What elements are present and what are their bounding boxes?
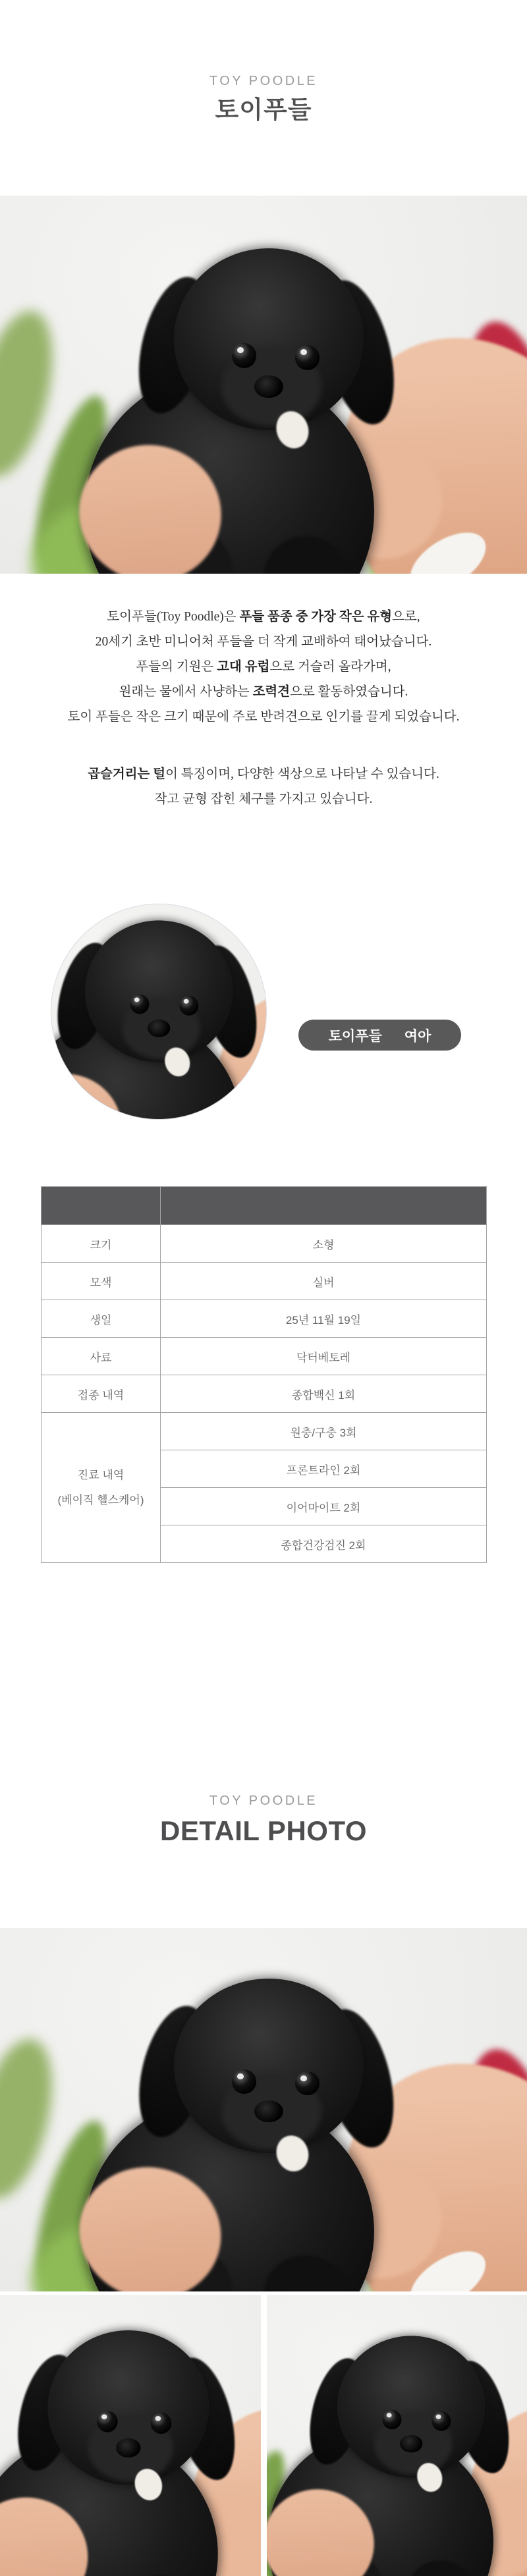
table-row	[42, 1300, 487, 1338]
row-value: 원충/구충 3회	[161, 1413, 487, 1450]
row-value: 실버	[161, 1263, 487, 1300]
breed-intro-paragraph	[0, 605, 527, 730]
puppy-left-eye	[130, 995, 150, 1014]
row-value: 종합백신 1회	[161, 1375, 487, 1413]
puppy-nose	[148, 1020, 170, 1037]
intro-line: 토이 푸들은 작은 크기 때문에 주로 반려견으로 인기를 끌게 되었습니다.	[0, 705, 527, 730]
photo-frame	[0, 196, 527, 574]
puppy-left-eye	[97, 2411, 117, 2432]
photo-frame	[0, 2295, 261, 2576]
row-value: 25년 11월 19일	[161, 1300, 487, 1338]
intro-line: 원래는 물에서 사냥하는 조력견으로 활동하였습니다.	[0, 680, 527, 705]
intro-line: 20세기 초반 미니어처 푸들을 더 작게 교배하여 태어났습니다.	[0, 630, 527, 655]
puppy-profile-row	[0, 904, 527, 1121]
row-label: 접종 내역	[42, 1375, 161, 1413]
detail-section-header	[0, 1563, 527, 1848]
detail-photo-right	[267, 2295, 527, 2576]
puppy-right-eye	[151, 2413, 171, 2434]
traits-line: 작고 균형 잡힌 체구를 가지고 있습니다.	[0, 787, 527, 812]
breed-title: 토이푸들	[0, 95, 527, 125]
puppy-right-eye	[295, 345, 319, 370]
puppy-left-eye	[232, 343, 256, 368]
row-value: 소형	[161, 1225, 487, 1263]
breed-eyebrow-text: TOY POODLE	[0, 72, 527, 90]
row-label: 모색	[42, 1263, 161, 1300]
row-label: 생일	[42, 1300, 161, 1338]
table-row	[42, 1263, 487, 1300]
detail-title: DETAIL PHOTO	[0, 1815, 527, 1848]
puppy-photo-scene	[0, 2295, 261, 2576]
breed-section-header	[0, 0, 527, 125]
puppy-photo-scene	[267, 2295, 527, 2576]
intro-line: 토이푸들(Toy Poodle)은 푸들 품종 중 가장 작은 유형으로,	[0, 605, 527, 630]
puppy-right-eye	[431, 2411, 451, 2431]
table-row	[42, 1375, 487, 1413]
puppy-nose	[254, 375, 283, 398]
detail-puppy-photo	[0, 1928, 527, 2291]
row-label: 사료	[42, 1338, 161, 1375]
puppy-right-eye	[179, 996, 198, 1016]
puppy-left-eye	[382, 2410, 401, 2430]
row-value: 닥터베토레	[161, 1338, 487, 1375]
table-header-cell	[161, 1187, 487, 1225]
puppy-photo-scene	[0, 196, 527, 574]
detail-eyebrow-text: TOY POODLE	[0, 1792, 527, 1809]
table-row	[42, 1225, 487, 1263]
table-row	[42, 1338, 487, 1375]
puppy-profile-photo	[51, 904, 267, 1120]
traits-line: 곱슬거리는 털이 특징이며, 다양한 색상으로 나타날 수 있습니다.	[0, 762, 527, 787]
care-row-label: 진료 내역 (베이직 헬스케어)	[42, 1413, 161, 1563]
puppy-nose	[400, 2435, 422, 2453]
puppy-nose	[254, 2100, 283, 2122]
row-label: 크기	[42, 1225, 161, 1263]
row-value: 종합건강검진 2회	[161, 1525, 487, 1563]
badge-sex-label: 여아	[404, 1026, 431, 1045]
badge-breed-label: 토이푸들	[329, 1026, 382, 1045]
breed-traits-paragraph	[0, 762, 527, 812]
puppy-photo-scene	[0, 1928, 527, 2291]
photo-frame	[0, 1928, 527, 2291]
puppy-photo-scene	[51, 904, 267, 1120]
photo-frame	[51, 904, 267, 1120]
puppy-left-eye	[232, 2069, 256, 2093]
puppy-nose	[116, 2438, 140, 2457]
puppy-right-eye	[295, 2071, 319, 2095]
detail-photo-pair	[0, 2295, 527, 2576]
table-row	[42, 1413, 487, 1450]
intro-line: 푸들의 기원은 고대 유럽으로 거슬러 올라가며,	[0, 655, 527, 680]
row-value: 이어마이트 2회	[161, 1488, 487, 1525]
table-header-row	[42, 1187, 487, 1225]
main-puppy-photo	[0, 196, 527, 574]
photo-frame	[267, 2295, 527, 2576]
puppy-info-table	[41, 1186, 487, 1563]
breed-sex-badge	[298, 1020, 461, 1051]
row-value: 프론트라인 2회	[161, 1450, 487, 1488]
detail-photo-left	[0, 2295, 261, 2576]
table-header-cell	[42, 1187, 161, 1225]
